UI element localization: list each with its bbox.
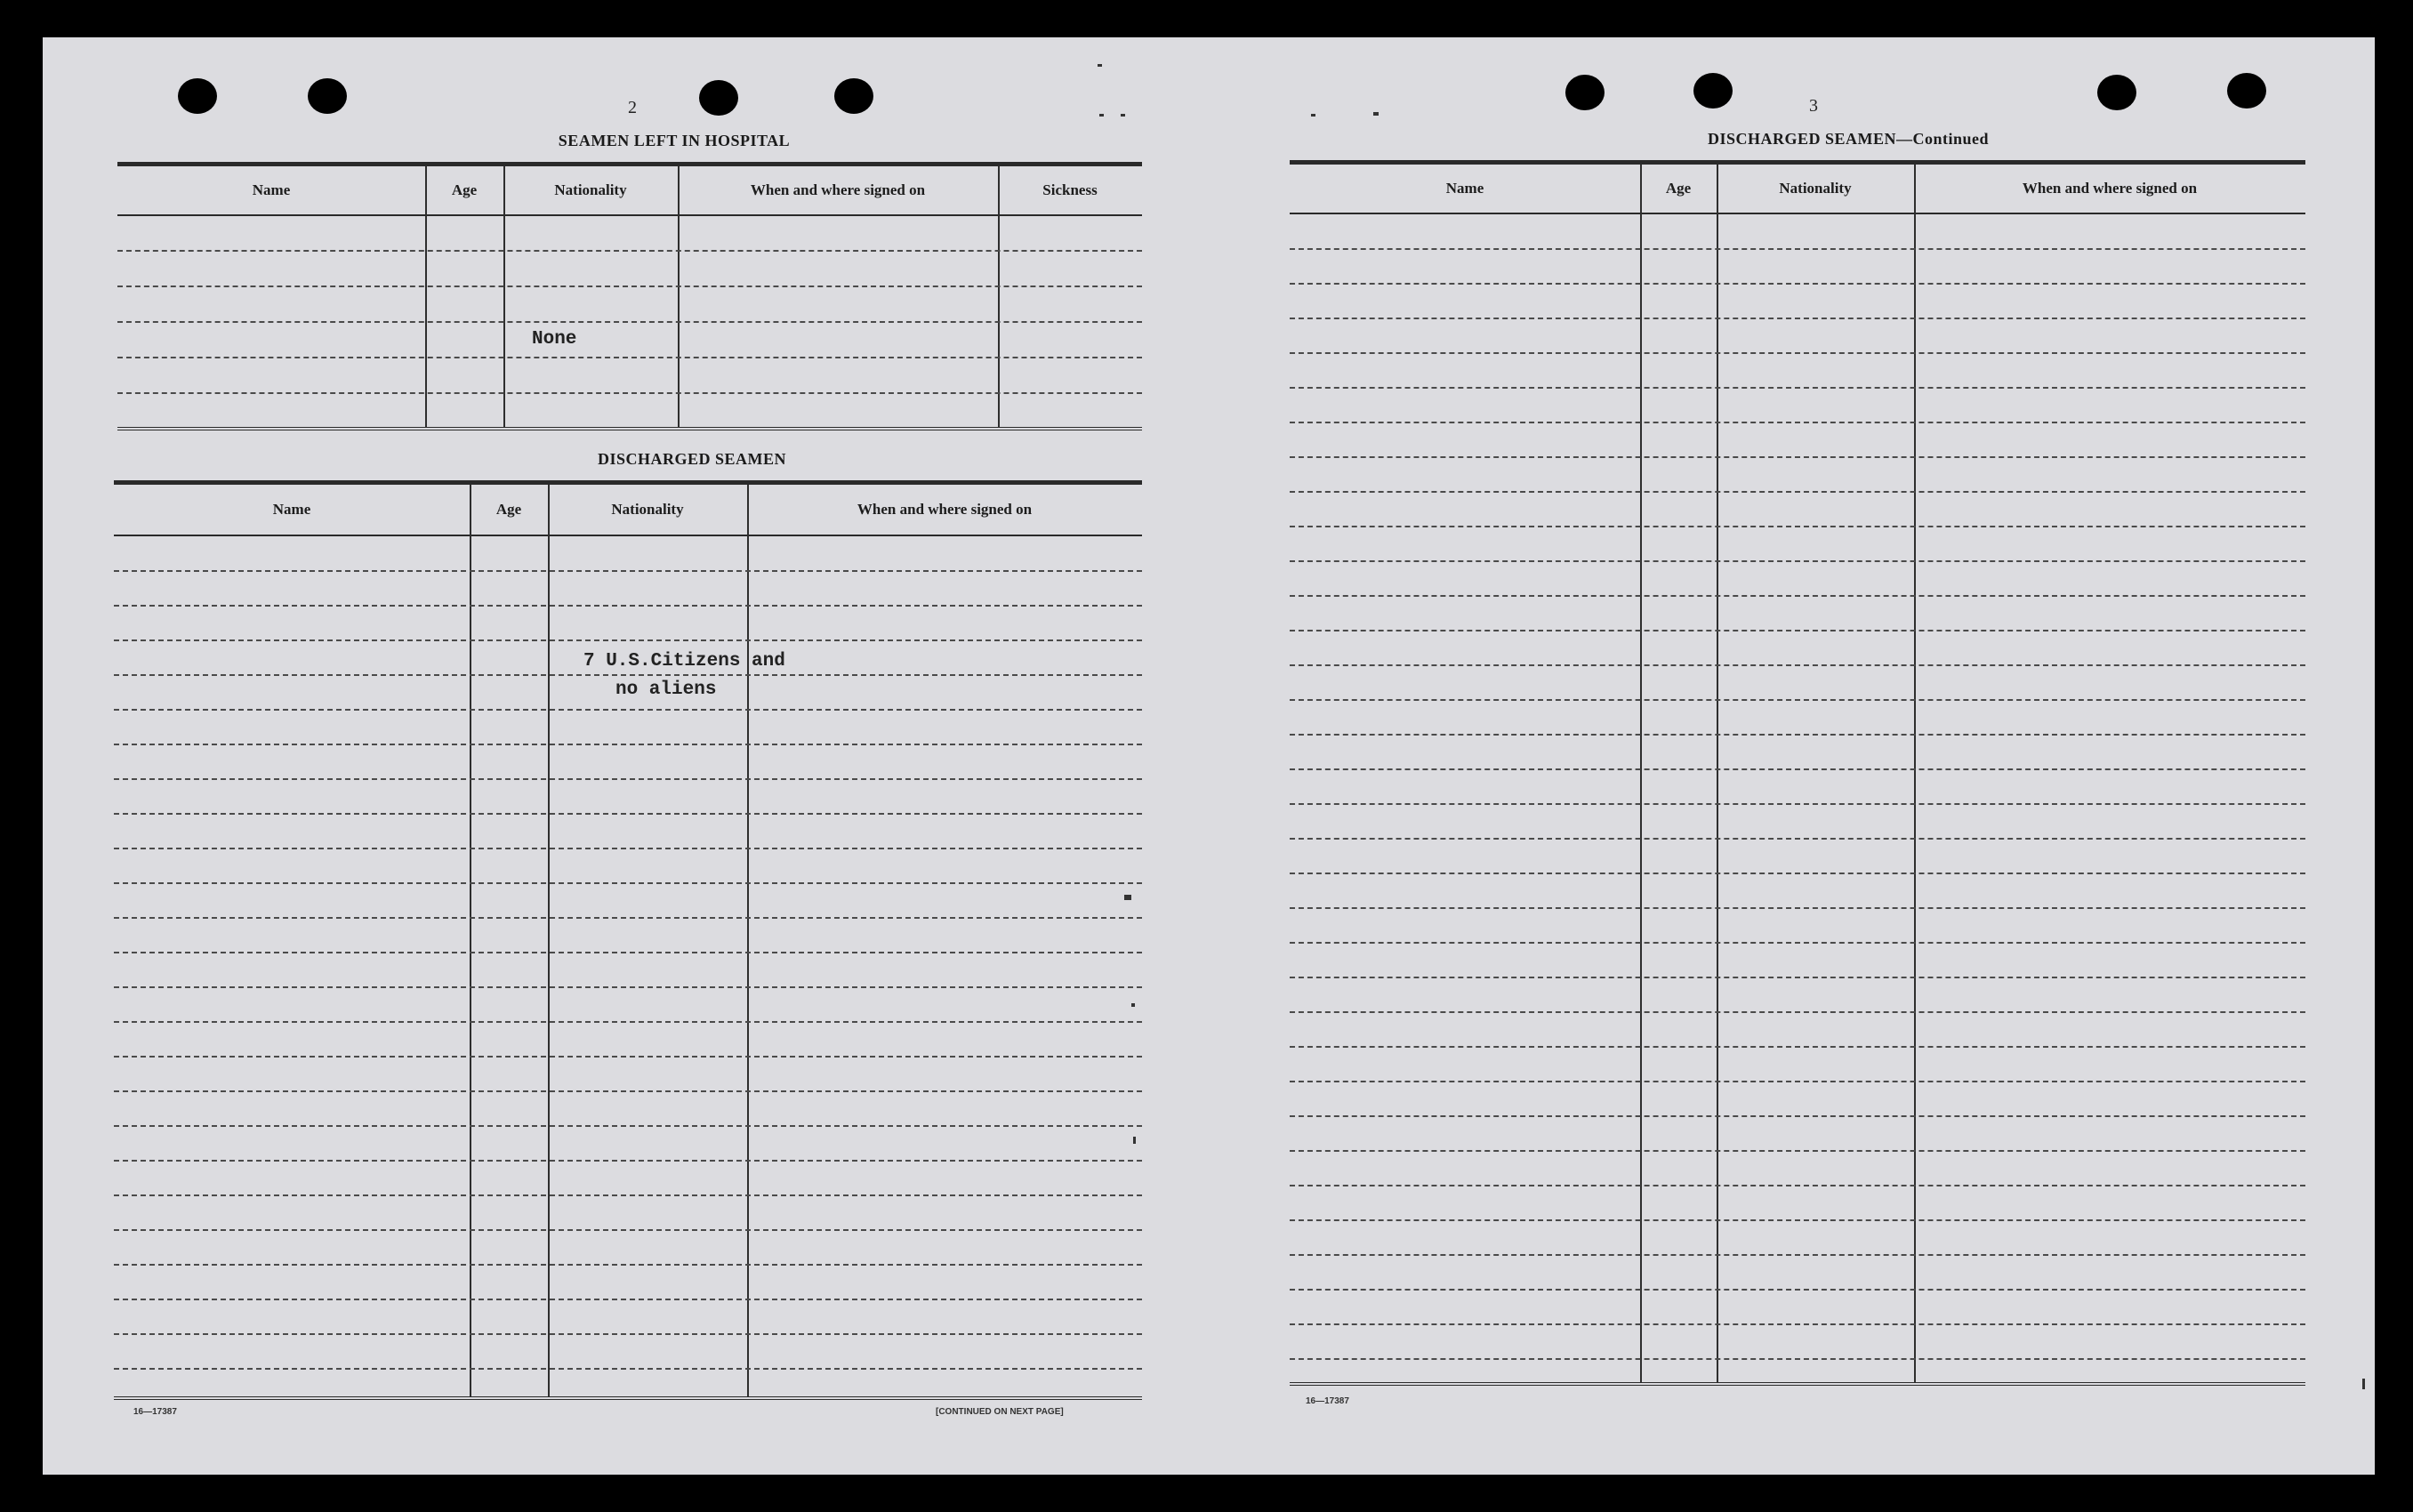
scan-speck [1099,114,1104,117]
row-rule [1290,1254,2305,1256]
row-rule [117,357,1142,358]
row-rule [114,605,1142,607]
row-rule [114,952,1142,953]
row-rule [114,882,1142,884]
hospital-entry-text: None [532,329,577,350]
row-rule [117,286,1142,287]
row-rule [1290,1185,2305,1186]
scan-speck [1098,64,1102,67]
row-rule [114,848,1142,849]
row-rule [114,1333,1142,1335]
scan-speck [1131,1003,1135,1007]
row-rule [1290,387,2305,389]
scan-speck [1121,114,1125,117]
row-rule [114,1264,1142,1266]
row-rule [1290,248,2305,250]
column-header-name: Name [1445,180,1484,197]
column-header-nationality: Nationality [611,501,684,518]
column-divider [1640,165,1642,1382]
column-divider [747,485,749,1396]
row-rule [114,709,1142,711]
punch-hole [308,78,347,114]
column-header-signed-on: When and where signed on [857,501,1033,518]
row-rule [117,321,1142,323]
punch-hole [834,78,873,114]
punch-hole [699,80,738,116]
punch-hole [2227,73,2266,109]
row-rule [114,1194,1142,1196]
form-code: 16—17387 [1306,1396,1349,1406]
row-rule [114,1090,1142,1092]
column-header-age: Age [495,501,522,518]
row-rule [1290,491,2305,493]
row-rule [1290,1289,2305,1291]
discharged-section-title: DISCHARGED SEAMEN [597,450,787,468]
row-rule [1290,1219,2305,1221]
row-rule [117,250,1142,252]
column-divider [503,166,505,427]
row-rule [1290,1081,2305,1082]
row-rule [1290,526,2305,527]
discharged-entry-line-2: no aliens [615,680,717,700]
row-rule [1290,734,2305,736]
hospital-table [117,162,1142,430]
column-header-nationality: Nationality [554,181,627,198]
punch-hole [178,78,217,114]
row-rule [1290,942,2305,944]
row-rule [1290,664,2305,666]
column-header-sickness: Sickness [1042,181,1098,198]
form-code: 16—17387 [133,1407,177,1417]
scan-speck [1124,895,1131,900]
row-rule [114,744,1142,745]
column-header-name: Name [252,181,291,198]
row-rule [114,1299,1142,1300]
column-header-signed-on: When and where signed on [750,181,926,198]
scan-speck [1373,112,1379,116]
row-rule [114,986,1142,988]
discharged-continued-table [1290,160,2305,1386]
punch-hole [1693,73,1733,109]
column-divider [425,166,427,427]
row-rule [1290,1011,2305,1013]
row-rule [114,917,1142,919]
discharged-continued-title [1644,130,2053,149]
row-rule [1290,907,2305,909]
discharged-continued-header [1290,165,2305,214]
row-rule [1290,873,2305,874]
discharged-table-header [114,485,1142,536]
row-rule [114,674,1142,676]
row-rule [1290,352,2305,354]
column-divider [1717,165,1718,1382]
punch-hole [2097,75,2136,110]
row-rule [114,1125,1142,1127]
row-rule [117,392,1142,394]
row-rule [1290,768,2305,770]
column-header-nationality: Nationality [1779,180,1852,197]
scan-speck [2362,1379,2365,1389]
row-rule [1290,1150,2305,1152]
row-rule [1290,422,2305,423]
row-rule [1290,1046,2305,1048]
page-number: 2 [628,98,637,117]
continued-note: [CONTINUED ON NEXT PAGE] [936,1407,1064,1417]
row-rule [1290,1323,2305,1325]
scan-speck [1311,114,1315,117]
row-rule [114,1021,1142,1023]
column-header-age: Age [1665,180,1692,197]
row-rule [1290,283,2305,285]
column-divider [470,485,471,1396]
page-number: 3 [1809,96,1818,116]
column-divider [998,166,1000,427]
row-rule [114,1056,1142,1058]
row-rule [1290,560,2305,562]
row-rule [1290,1358,2305,1360]
row-rule [114,1368,1142,1370]
column-divider [548,485,550,1396]
column-header-age: Age [451,181,478,198]
row-rule [1290,1115,2305,1117]
row-rule [1290,699,2305,701]
row-rule [114,1229,1142,1231]
hospital-section-title: SEAMEN LEFT IN HOSPITAL [558,132,791,149]
row-rule [114,778,1142,780]
column-header-signed-on: When and where signed on [2022,180,2198,197]
row-rule [1290,318,2305,319]
row-rule [1290,803,2305,805]
row-rule [1290,838,2305,840]
row-rule [1290,456,2305,458]
title-continued: —Continued [1896,130,1990,148]
scan-speck [1133,1137,1136,1144]
discharged-table [114,480,1142,1400]
column-divider [678,166,680,427]
row-rule [1290,977,2305,978]
row-rule [114,570,1142,572]
row-rule [114,1160,1142,1162]
discharged-entry-line-1: 7 U.S.Citizens and [583,651,785,672]
document-spread [43,37,2375,1475]
row-rule [1290,595,2305,597]
row-rule [1290,630,2305,631]
row-rule [114,813,1142,815]
column-header-name: Name [272,501,311,518]
row-rule [114,639,1142,641]
title-main: DISCHARGED SEAMEN [1707,130,1896,148]
column-divider [1914,165,1916,1382]
hospital-table-header [117,166,1142,216]
punch-hole [1565,75,1605,110]
